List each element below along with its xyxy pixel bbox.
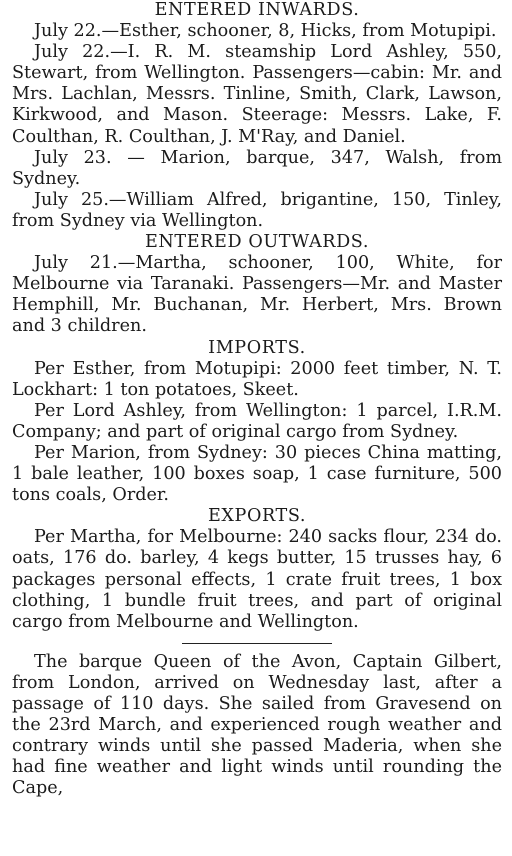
- exports-section: [12, 506, 502, 633]
- exports-entry-martha: Per Martha, for Melbourne: 240 sacks flour, 234 do. oats, 176 do. barley, 4 kegs butter, 15 trusses hay, 6 packages personal effects, 1 crate fruit trees, 1 box clothing, 1 bundle fruit trees, and part of original cargo from Melbourne and Wellington.: [12, 527, 502, 632]
- imports-section: [12, 338, 502, 507]
- inwards-entry-lord-ashley: July 22.—I. R. M. steamship Lord Ashley, 550, Stewart, from Wellington. Passengers—cabin: Mr. and Mrs. Lachlan, Messrs. Tinline, Smith, Clark, Lawson, Kirkwood, and Mason. Steerage: Messrs. Lake, F. Coulthan, R. Coulthan, J. M'Ray, and Daniel.: [12, 42, 502, 147]
- section-divider-rule: [182, 643, 332, 644]
- inwards-entry-william-alfred: July 25.—William Alfred, brigantine, 150, Tinley, from Sydney via Wellington.: [12, 189, 502, 231]
- inwards-entry-marion: July 23. — Marion, barque, 347, Walsh, from Sydney.: [12, 147, 502, 189]
- outwards-entry-martha: July 21.—Martha, schooner, 100, White, for Melbourne via Taranaki. Passengers—Mr. and Master Hemphill, Mr. Buchanan, Mr. Herbert, Mrs. Brown and 3 children.: [12, 253, 502, 337]
- imports-entry-esther: Per Esther, from Motupipi: 2000 feet timber, N. T. Lockhart: 1 ton potatoes, Skeet.: [12, 358, 502, 400]
- shipping-news-article: [12, 652, 502, 800]
- entered-outwards-section: [12, 232, 502, 337]
- article-paragraph: The barque Queen of the Avon, Captain Gilbert, from London, arrived on Wednesday last, after a passage of 110 days. She sailed from Gravesend on the 23rd March, and experienced rough weather and contrary winds until she passed Maderia, when she had fine weather and light winds until rounding the Cape,: [12, 651, 502, 799]
- newspaper-column: [12, 0, 502, 799]
- imports-entry-lord-ashley: Per Lord Ashley, from Wellington: 1 parcel, I.R.M. Company; and part of original cargo from Sydney.: [12, 400, 502, 442]
- imports-heading: IMPORTS.: [208, 337, 306, 358]
- entered-inwards-section: [12, 0, 502, 232]
- exports-heading: EXPORTS.: [207, 506, 307, 527]
- entered-outwards-heading: ENTERED OUTWARDS.: [144, 232, 370, 253]
- entered-inwards-heading: ENTERED INWARDS.: [154, 0, 360, 20]
- imports-entry-marion: Per Marion, from Sydney: 30 pieces China matting, 1 bale leather, 100 boxes soap, 1 case furniture, 500 tons coals, Order.: [12, 442, 502, 506]
- inwards-entry-esther: July 22.—Esther, schooner, 8, Hicks, from Motupipi.: [34, 21, 497, 42]
